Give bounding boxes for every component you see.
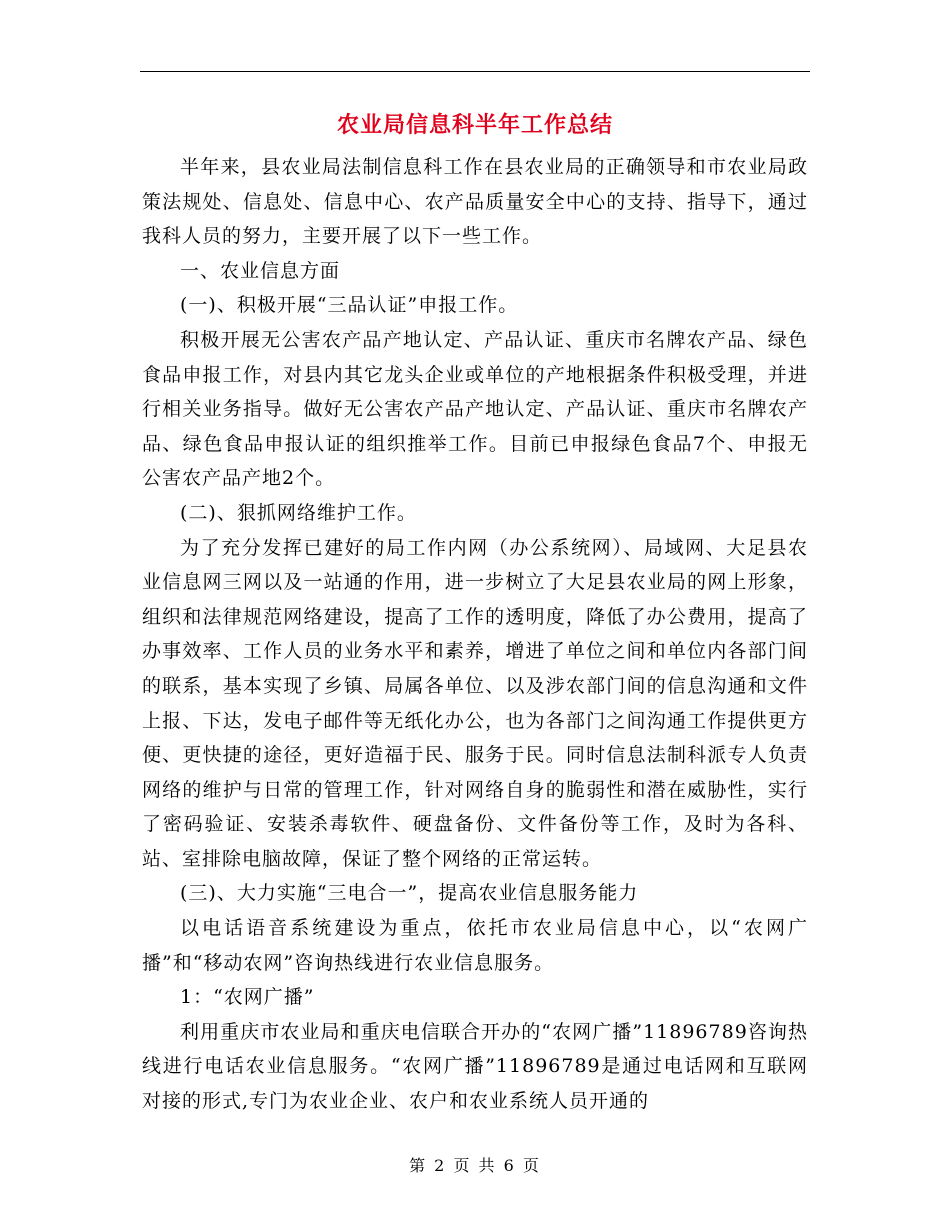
paragraph-network: 为了充分发挥已建好的局工作内网（办公系统网）、局域网、大足县农业信息网三网以及一站通的作用，进一步树立了大足县农业局的网上形象，组织和法律规范网络建设，提高了工作的透明度，降低了办公费用，提高了办事效率、工作人员的业务水平和素养，增进了单位之间和单位内各部门间的联系，基本实现了乡镇、局属各单位、以及涉农部门间的信息沟通和文件上报、下达，发电子邮件等无纸化办公，也为各部门之间沟通工作提供更方便、更快捷的途径，更好造福于民、服务于民。同时信息法制科派专人负责网络的维护与日常的管理工作，针对网络自身的脆弱性和潜在威胁性，实行了密码验证、安装杀毒软件、硬盘备份、文件备份等工作，及时为各科、站、室排除电脑故障，保证了整个网络的正常运转。 (142, 536, 808, 870)
item-heading-1: 1：“农网广播” (180, 986, 315, 1009)
subsection-heading-2: (二)、狠抓网络维护工作。 (180, 501, 417, 524)
page-number: 第 2 页 共 6 页 (409, 1156, 541, 1175)
subsection-heading-3: (三)、大力实施“三电合一”，提高农业信息服务能力 (180, 882, 639, 905)
section-heading-1: 一、农业信息方面 (180, 259, 341, 282)
document-body (142, 150, 808, 1119)
subsection-heading-1: (一)、积极开展“三品认证”申报工作。 (180, 294, 519, 317)
document-title: 农业局信息科半年工作总结 (336, 112, 613, 138)
paragraph-voice-system: 以电话语音系统建设为重点，依托市农业局信息中心，以“农网广播”和“移动农网”咨询热线进行农业信息服务。 (142, 917, 808, 974)
paragraph-hotline: 利用重庆市农业局和重庆电信联合开办的“农网广播”11896789咨询热线进行电话农业信息服务。“农网广播”11896789是通过电话网和互联网对接的形式,专门为农业企业、农户和农业系统人员开通的 (142, 1020, 808, 1113)
header-rule (140, 71, 810, 72)
paragraph-intro: 半年来，县农业局法制信息科工作在县农业局的正确领导和市农业局政策法规处、信息处、信息中心、农产品质量安全中心的支持、指导下，通过我科人员的努力，主要开展了以下一些工作。 (142, 156, 808, 248)
paragraph-certification: 积极开展无公害农产品产地认定、产品认证、重庆市名牌农产品、绿色食品申报工作，对县内其它龙头企业或单位的产地根据条件积极受理，并进行相关业务指导。做好无公害农产品产地认定、产品认证、重庆市名牌农产品、绿色食品申报认证的组织推举工作。目前已申报绿色食品7个、申报无公害农产品产地2个。 (142, 328, 808, 490)
